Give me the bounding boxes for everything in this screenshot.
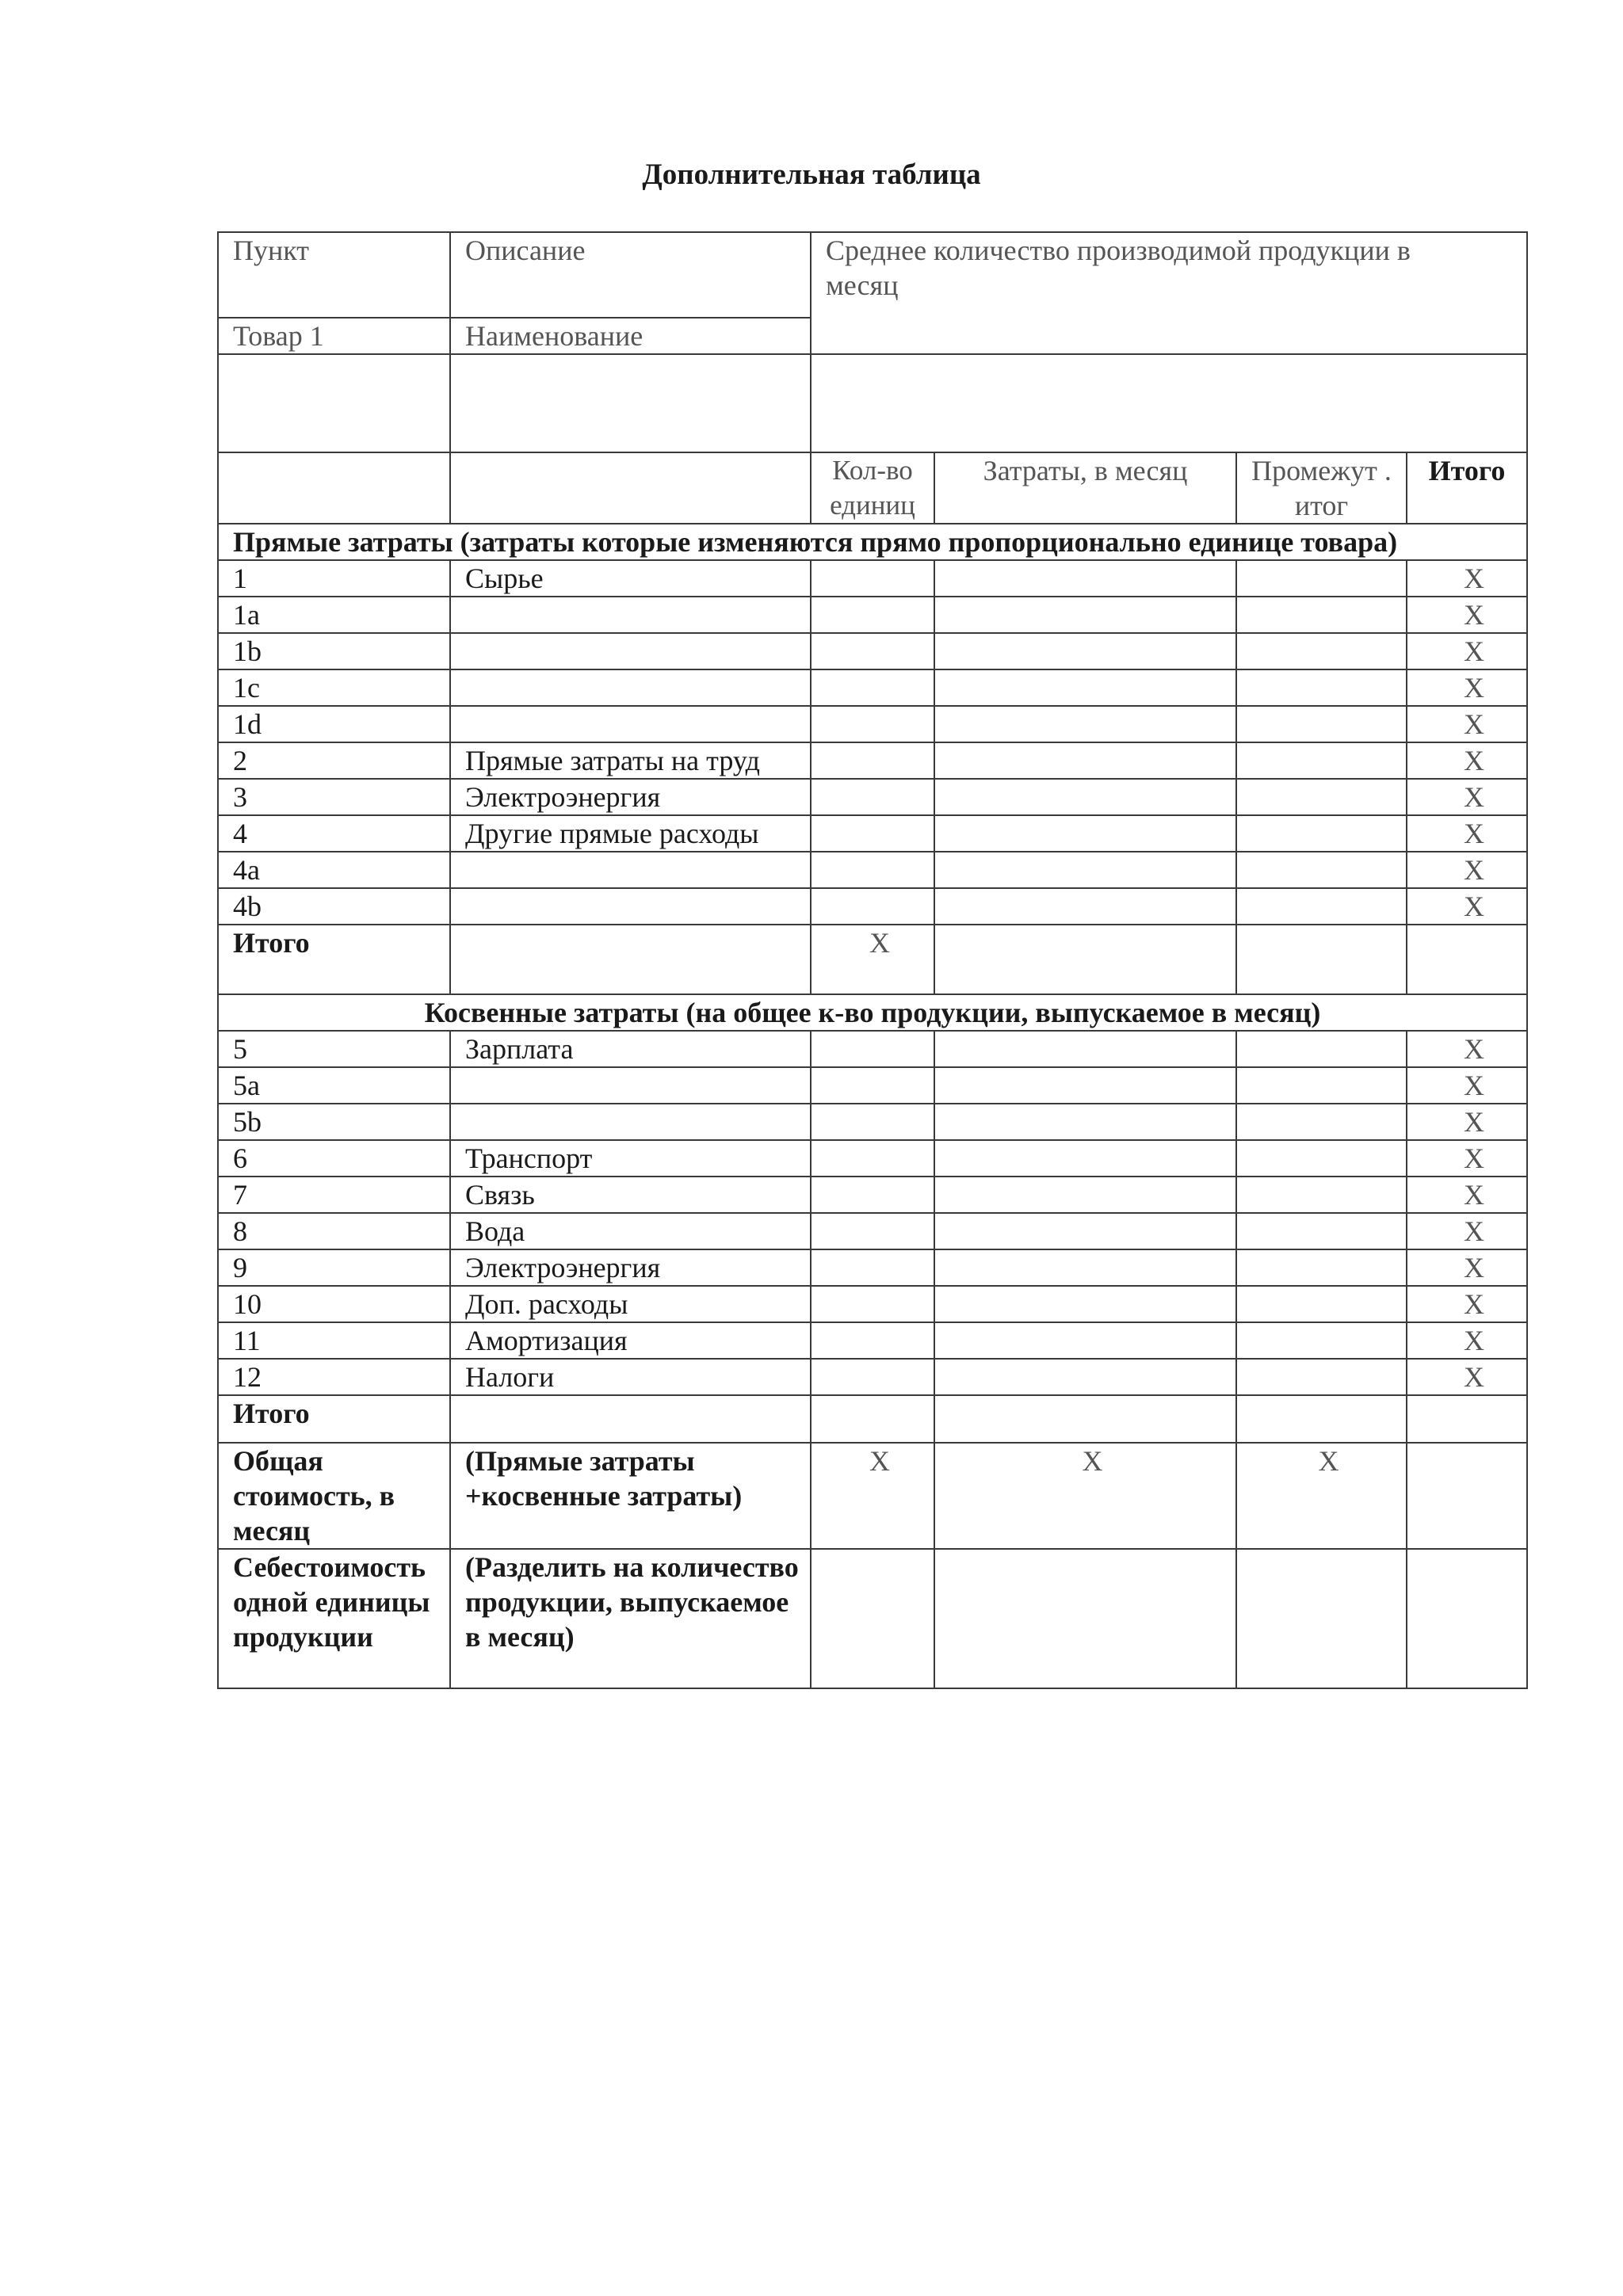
table-row xyxy=(218,597,1527,633)
overall-cost-description: (Прямые затраты +косвенные затраты) xyxy=(450,1443,811,1549)
empty-cell xyxy=(450,452,811,524)
row-total-x: X xyxy=(1407,742,1527,779)
row-description xyxy=(450,669,811,706)
table-row xyxy=(218,852,1527,888)
row-description: Вода xyxy=(450,1213,811,1249)
row-point: 5 xyxy=(218,1031,450,1067)
row-description xyxy=(450,852,811,888)
row-qty xyxy=(811,1286,934,1322)
row-subtotal xyxy=(1236,1177,1407,1213)
empty-cell xyxy=(811,1395,934,1443)
row-description xyxy=(450,706,811,742)
row-total-x: X xyxy=(1407,1031,1527,1067)
row-point: 1b xyxy=(218,633,450,669)
row-point: 5b xyxy=(218,1104,450,1140)
table-row xyxy=(218,1104,1527,1140)
header-product: Товар 1 xyxy=(218,318,450,354)
row-costs xyxy=(934,1104,1236,1140)
header-costs-per-month: Затраты, в месяц xyxy=(934,452,1236,524)
row-total-x: X xyxy=(1407,1140,1527,1177)
row-total-x: X xyxy=(1407,669,1527,706)
row-point: 6 xyxy=(218,1140,450,1177)
row-total-x: X xyxy=(1407,779,1527,815)
overall-total xyxy=(1407,1443,1527,1549)
row-costs xyxy=(934,1213,1236,1249)
table-row xyxy=(218,669,1527,706)
row-subtotal xyxy=(1236,742,1407,779)
row-subtotal xyxy=(1236,597,1407,633)
row-point: 1c xyxy=(218,669,450,706)
table-row xyxy=(218,1322,1527,1359)
row-costs xyxy=(934,1286,1236,1322)
row-qty xyxy=(811,888,934,925)
table-row xyxy=(218,1177,1527,1213)
row-subtotal xyxy=(1236,1249,1407,1286)
direct-total-row xyxy=(218,925,1527,994)
row-point: 5a xyxy=(218,1067,450,1104)
row-point: 1 xyxy=(218,560,450,597)
row-total-x: X xyxy=(1407,1359,1527,1395)
row-costs xyxy=(934,852,1236,888)
row-point: 9 xyxy=(218,1249,450,1286)
row-subtotal xyxy=(1236,779,1407,815)
table-row xyxy=(218,1286,1527,1322)
row-subtotal xyxy=(1236,1067,1407,1104)
row-qty xyxy=(811,560,934,597)
row-subtotal xyxy=(1236,888,1407,925)
row-qty xyxy=(811,779,934,815)
row-total-x: X xyxy=(1407,706,1527,742)
direct-total-label: Итого xyxy=(218,925,450,994)
row-point: 12 xyxy=(218,1359,450,1395)
row-costs xyxy=(934,1067,1236,1104)
row-subtotal xyxy=(1236,706,1407,742)
empty-cell xyxy=(450,354,811,452)
row-costs xyxy=(934,1140,1236,1177)
row-subtotal xyxy=(1236,560,1407,597)
empty-cell xyxy=(450,925,811,994)
row-description xyxy=(450,888,811,925)
empty-cell xyxy=(1407,1395,1527,1443)
row-description: Амортизация xyxy=(450,1322,811,1359)
row-qty xyxy=(811,1249,934,1286)
row-subtotal xyxy=(1236,669,1407,706)
table-row xyxy=(218,888,1527,925)
table-row xyxy=(218,742,1527,779)
row-description: Доп. расходы xyxy=(450,1286,811,1322)
row-qty xyxy=(811,815,934,852)
overall-cost-row xyxy=(218,1443,1527,1549)
row-qty xyxy=(811,597,934,633)
direct-total-qty-x: X xyxy=(811,925,934,994)
row-qty xyxy=(811,1067,934,1104)
row-total-x: X xyxy=(1407,1104,1527,1140)
row-subtotal xyxy=(1236,815,1407,852)
row-description xyxy=(450,1067,811,1104)
row-costs xyxy=(934,779,1236,815)
row-point: 1d xyxy=(218,706,450,742)
cost-table xyxy=(217,231,1528,1689)
table-row xyxy=(218,1067,1527,1104)
indirect-total-row xyxy=(218,1395,1527,1443)
row-total-x: X xyxy=(1407,560,1527,597)
avg-quantity-value xyxy=(811,354,1527,452)
row-total-x: X xyxy=(1407,1067,1527,1104)
row-costs xyxy=(934,669,1236,706)
row-qty xyxy=(811,633,934,669)
table-row xyxy=(218,1249,1527,1286)
table-row xyxy=(218,779,1527,815)
row-qty xyxy=(811,669,934,706)
row-subtotal xyxy=(1236,852,1407,888)
row-subtotal xyxy=(1236,633,1407,669)
row-total-x: X xyxy=(1407,1213,1527,1249)
row-description: Транспорт xyxy=(450,1140,811,1177)
row-subtotal xyxy=(1236,1359,1407,1395)
row-description: Другие прямые расходы xyxy=(450,815,811,852)
overall-cost-label: Общая стоимость, в месяц xyxy=(218,1443,450,1549)
empty-cell xyxy=(934,925,1236,994)
table-row xyxy=(218,1213,1527,1249)
overall-qty-x: X xyxy=(811,1443,934,1549)
empty-cell xyxy=(1236,925,1407,994)
row-subtotal xyxy=(1236,1031,1407,1067)
row-point: 1a xyxy=(218,597,450,633)
row-total-x: X xyxy=(1407,815,1527,852)
row-total-x: X xyxy=(1407,852,1527,888)
table-row xyxy=(218,706,1527,742)
row-qty xyxy=(811,1322,934,1359)
table-row xyxy=(218,815,1527,852)
row-total-x: X xyxy=(1407,1286,1527,1322)
overall-subtotal-x: X xyxy=(1236,1443,1407,1549)
row-subtotal xyxy=(1236,1140,1407,1177)
row-qty xyxy=(811,1104,934,1140)
row-point: 7 xyxy=(218,1177,450,1213)
row-description: Связь xyxy=(450,1177,811,1213)
row-costs xyxy=(934,597,1236,633)
empty-cell xyxy=(218,354,450,452)
page-title: Дополнительная таблица xyxy=(642,158,981,191)
row-qty xyxy=(811,1031,934,1067)
row-qty xyxy=(811,1177,934,1213)
row-point: 3 xyxy=(218,779,450,815)
row-costs xyxy=(934,742,1236,779)
row-qty xyxy=(811,852,934,888)
row-description: Прямые затраты на труд xyxy=(450,742,811,779)
header-name: Наименование xyxy=(450,318,811,354)
table-row xyxy=(218,633,1527,669)
row-point: 4 xyxy=(218,815,450,852)
empty-cell xyxy=(1236,1395,1407,1443)
header-qty-units: Кол-во единиц xyxy=(811,452,934,524)
row-subtotal xyxy=(1236,1213,1407,1249)
row-subtotal xyxy=(1236,1286,1407,1322)
unit-cost-label: Себестоимость одной единицы продукции xyxy=(218,1549,450,1688)
row-description: Зарплата xyxy=(450,1031,811,1067)
direct-costs-title: Прямые затраты (затраты которые изменяются прямо пропорционально единице товара) xyxy=(218,524,1527,560)
row-description: Электроэнергия xyxy=(450,1249,811,1286)
row-total-x: X xyxy=(1407,1322,1527,1359)
row-costs xyxy=(934,1177,1236,1213)
table-row xyxy=(218,1140,1527,1177)
row-qty xyxy=(811,742,934,779)
row-point: 8 xyxy=(218,1213,450,1249)
empty-cell xyxy=(934,1549,1236,1688)
row-qty xyxy=(811,1213,934,1249)
row-point: 10 xyxy=(218,1286,450,1322)
table-row xyxy=(218,1359,1527,1395)
row-total-x: X xyxy=(1407,1177,1527,1213)
header-subtotal: Промежут . итог xyxy=(1236,452,1407,524)
row-subtotal xyxy=(1236,1322,1407,1359)
empty-cell xyxy=(811,1549,934,1688)
row-subtotal xyxy=(1236,1104,1407,1140)
overall-costs-x: X xyxy=(934,1443,1236,1549)
table-row xyxy=(218,560,1527,597)
indirect-total-label: Итого xyxy=(218,1395,450,1443)
row-point: 11 xyxy=(218,1322,450,1359)
row-costs xyxy=(934,1322,1236,1359)
header-avg-quantity: Среднее количество производимой продукции в месяц xyxy=(811,232,1527,354)
row-costs xyxy=(934,888,1236,925)
row-costs xyxy=(934,1031,1236,1067)
row-description: Налоги xyxy=(450,1359,811,1395)
header-description: Описание xyxy=(450,232,811,318)
row-description xyxy=(450,633,811,669)
row-costs xyxy=(934,1249,1236,1286)
row-qty xyxy=(811,1140,934,1177)
header-point: Пункт xyxy=(218,232,450,318)
empty-cell xyxy=(450,1395,811,1443)
row-costs xyxy=(934,706,1236,742)
empty-cell xyxy=(934,1395,1236,1443)
row-total-x: X xyxy=(1407,888,1527,925)
row-description: Электроэнергия xyxy=(450,779,811,815)
empty-cell xyxy=(218,452,450,524)
row-qty xyxy=(811,706,934,742)
row-costs xyxy=(934,633,1236,669)
row-description xyxy=(450,597,811,633)
row-costs xyxy=(934,1359,1236,1395)
indirect-costs-title: Косвенные затраты (на общее к-во продукции, выпускаемое в месяц) xyxy=(218,994,1527,1031)
row-qty xyxy=(811,1359,934,1395)
row-description: Сырье xyxy=(450,560,811,597)
empty-cell xyxy=(1236,1549,1407,1688)
unit-cost-description: (Разделить на количество продукции, выпускаемое в месяц) xyxy=(450,1549,811,1688)
header-total: Итого xyxy=(1407,452,1527,524)
row-point: 4b xyxy=(218,888,450,925)
row-costs xyxy=(934,815,1236,852)
table-row xyxy=(218,1031,1527,1067)
row-total-x: X xyxy=(1407,633,1527,669)
row-total-x: X xyxy=(1407,1249,1527,1286)
empty-cell xyxy=(1407,925,1527,994)
empty-cell xyxy=(1407,1549,1527,1688)
row-point: 4a xyxy=(218,852,450,888)
row-total-x: X xyxy=(1407,597,1527,633)
row-description xyxy=(450,1104,811,1140)
unit-cost-row xyxy=(218,1549,1527,1688)
row-point: 2 xyxy=(218,742,450,779)
row-costs xyxy=(934,560,1236,597)
